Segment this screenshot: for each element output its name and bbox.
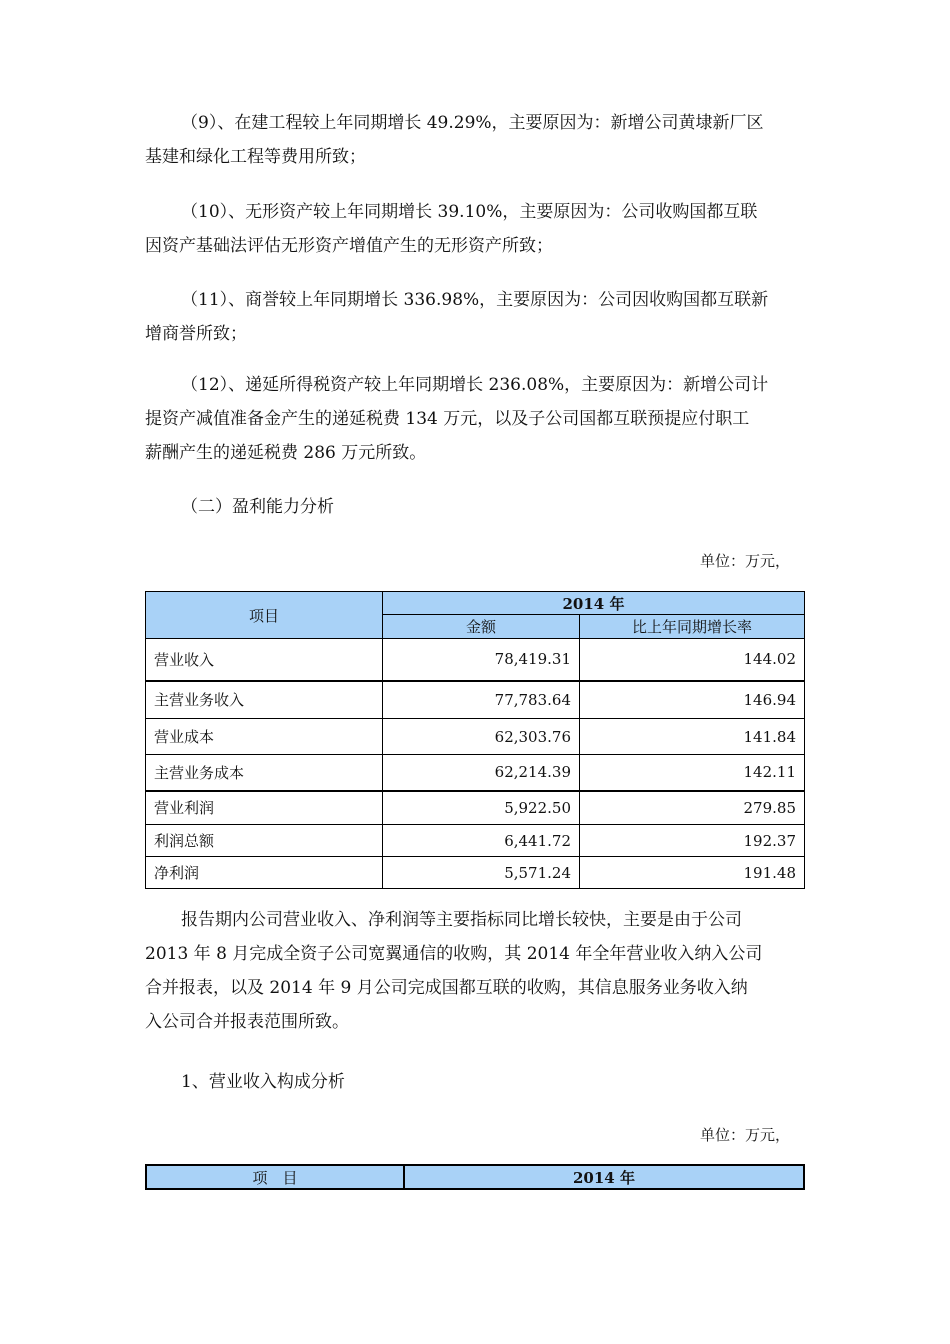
paragraph-line: 提资产减值准备金产生的递延税费 134 万元，以及子公司国都互联预提应付职工: [145, 409, 750, 429]
table-row: [146, 755, 805, 791]
section-heading: [145, 490, 805, 524]
subheading: [145, 1065, 805, 1099]
header-year: 2014 年: [383, 592, 805, 615]
row-amount: 62,303.76: [383, 719, 580, 755]
table-row: [146, 857, 805, 889]
header-growth: 比上年同期增长率: [580, 615, 805, 639]
paragraph-line: （9）、在建工程较上年同期增长 49.29%，主要原因为：新增公司黄埭新厂区: [181, 113, 764, 133]
paragraph-11: [145, 283, 805, 351]
paragraph-line: 薪酬产生的递延税费 286 万元所致。: [145, 443, 427, 463]
row-amount: 78,419.31: [383, 639, 580, 681]
summary-paragraph: [145, 903, 805, 1039]
table-row: [146, 719, 805, 755]
row-growth: 142.11: [580, 755, 805, 791]
unit-label: 单位：万元，: [699, 552, 790, 570]
table-row: [146, 825, 805, 857]
row-growth: 146.94: [580, 681, 805, 719]
paragraph-line: 增商誉所致；: [145, 324, 247, 344]
paragraph-line: 2013 年 8 月完成全资子公司宽翼通信的收购，其 2014 年全年营业收入纳入公司: [145, 944, 763, 964]
paragraph-line: 入公司合并报表范围所致。: [145, 1012, 349, 1032]
section-heading-text: （二）盈利能力分析: [181, 497, 334, 517]
profitability-table: [145, 591, 805, 889]
row-label: 利润总额: [146, 825, 383, 857]
paragraph-line: （12）、递延所得税资产较上年同期增长 236.08%，主要原因为：新增公司计: [181, 375, 769, 395]
row-amount: 77,783.64: [383, 681, 580, 719]
row-label: 净利润: [146, 857, 383, 889]
row-label: 营业利润: [146, 791, 383, 825]
row-label: 营业成本: [146, 719, 383, 755]
row-growth: 141.84: [580, 719, 805, 755]
row-label: 主营业务收入: [146, 681, 383, 719]
table-row: [146, 791, 805, 825]
paragraph-9: [145, 106, 805, 174]
paragraph-line: （10）、无形资产较上年同期增长 39.10%，主要原因为：公司收购国都互联: [181, 202, 758, 222]
header-amount: 金额: [383, 615, 580, 639]
revenue-composition-table: [145, 1164, 805, 1190]
row-growth: 279.85: [580, 791, 805, 825]
paragraph-line: 报告期内公司营业收入、净利润等主要指标同比增长较快，主要是由于公司: [181, 910, 742, 930]
row-amount: 62,214.39: [383, 755, 580, 791]
table-row: [146, 639, 805, 681]
row-amount: 5,571.24: [383, 857, 580, 889]
paragraph-line: 因资产基础法评估无形资产增值产生的无形资产所致；: [145, 236, 553, 256]
unit-label-2: 单位：万元，: [699, 1126, 790, 1144]
row-growth: 192.37: [580, 825, 805, 857]
paragraph-line: 合并报表，以及 2014 年 9 月公司完成国都互联的收购，其信息服务业务收入纳: [145, 978, 748, 998]
paragraph-12: [145, 368, 805, 470]
row-growth: 191.48: [580, 857, 805, 889]
table-row: [146, 681, 805, 719]
paragraph-10: [145, 195, 805, 263]
row-label: 主营业务成本: [146, 755, 383, 791]
subheading-text: 1、营业收入构成分析: [181, 1072, 345, 1092]
header-year: 2014 年: [404, 1165, 804, 1189]
row-growth: 144.02: [580, 639, 805, 681]
row-amount: 5,922.50: [383, 791, 580, 825]
row-amount: 6,441.72: [383, 825, 580, 857]
header-item: 项 目: [146, 1165, 404, 1189]
header-item: 项目: [146, 592, 383, 639]
paragraph-line: （11）、商誉较上年同期增长 336.98%，主要原因为：公司因收购国都互联新: [181, 290, 769, 310]
paragraph-line: 基建和绿化工程等费用所致；: [145, 147, 366, 167]
row-label: 营业收入: [146, 639, 383, 681]
